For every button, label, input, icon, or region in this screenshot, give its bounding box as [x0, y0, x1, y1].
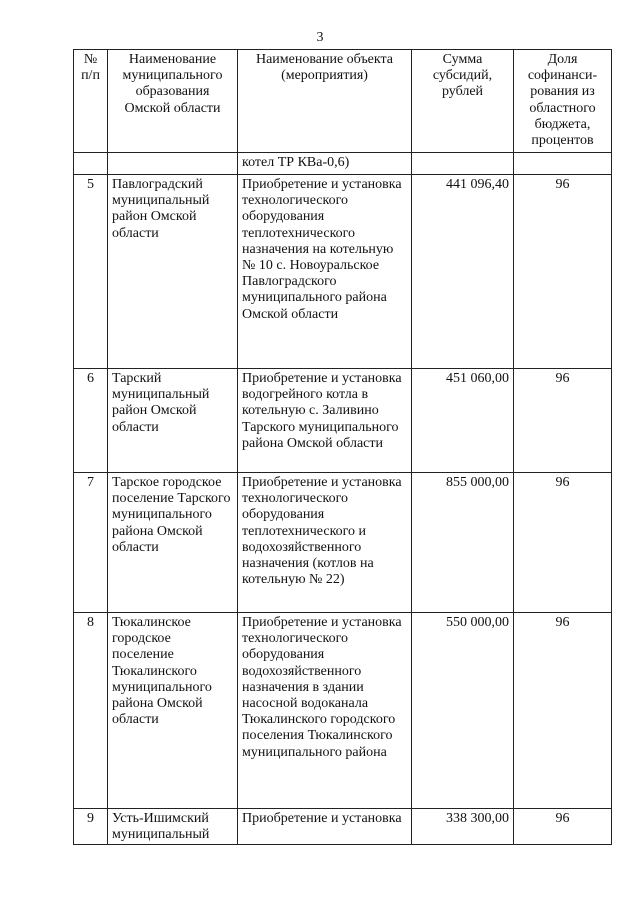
cell-share: 96: [514, 175, 612, 369]
cell-share: 96: [514, 473, 612, 613]
cell-municipality: Усть-Ишимский муниципальный: [108, 809, 238, 845]
cell-share: 96: [514, 369, 612, 473]
table-row: [74, 473, 612, 613]
cell-amount: 550 000,00: [412, 613, 514, 809]
cell-num: 5: [74, 175, 108, 369]
cell-amount: 441 096,40: [412, 175, 514, 369]
cell-share: 96: [514, 613, 612, 809]
page-number: 3: [316, 30, 324, 45]
table-header-row: [74, 50, 612, 153]
cell-object: Приобретение и установка водогрейного котла в котельную с. Заливино Тарского муниципального района Омской области: [238, 369, 412, 473]
cell-object: Приобретение и установка технологического оборудования теплотехнического назначения на котельную № 10 с. Новоуральское Павлоградского муниципального района Омской области: [238, 175, 412, 369]
cell-num: 6: [74, 369, 108, 473]
cell-municipality: Тюкалинское городское поселение Тюкалинского муниципального района Омской области: [108, 613, 238, 809]
header-amount: Сумма субсидий, рублей: [412, 50, 514, 153]
header-municipality: Наименование муниципального образования Омской области: [108, 50, 238, 153]
cell-municipality: Тарское городское поселение Тарского муниципального района Омской области: [108, 473, 238, 613]
cell-object: Приобретение и установка технологического оборудования водохозяйственного назначения в здании насосной водоканала Тюкалинского городского поселения Тюкалинского муниципального района: [238, 613, 412, 809]
cell-share: [514, 153, 612, 175]
table-row: [74, 369, 612, 473]
header-share: Доля софинанси-рования из областного бюджета, процентов: [514, 50, 612, 153]
cell-share: 96: [514, 809, 612, 845]
cell-municipality: Павлоградский муниципальный район Омской области: [108, 175, 238, 369]
header-object: Наименование объекта (мероприятия): [238, 50, 412, 153]
cell-amount: 338 300,00: [412, 809, 514, 845]
table-row: [74, 809, 612, 845]
table-row: [74, 175, 612, 369]
cell-municipality: Тарский муниципальный район Омской области: [108, 369, 238, 473]
cell-amount: 451 060,00: [412, 369, 514, 473]
cell-num: 7: [74, 473, 108, 613]
cell-object: Приобретение и установка технологического оборудования теплотехнического и водохозяйственного назначения (котлов на котельную № 22): [238, 473, 412, 613]
cell-num: 9: [74, 809, 108, 845]
cell-num: 8: [74, 613, 108, 809]
table-row: [74, 613, 612, 809]
subsidies-table: [73, 49, 612, 845]
table-row-continuation: [74, 153, 612, 175]
cell-amount: [412, 153, 514, 175]
header-num: № п/п: [74, 50, 108, 153]
cell-num: [74, 153, 108, 175]
cell-object: Приобретение и установка: [238, 809, 412, 845]
cell-municipality: [108, 153, 238, 175]
cell-amount: 855 000,00: [412, 473, 514, 613]
cell-object: котел ТР КВа-0,6): [238, 153, 412, 175]
